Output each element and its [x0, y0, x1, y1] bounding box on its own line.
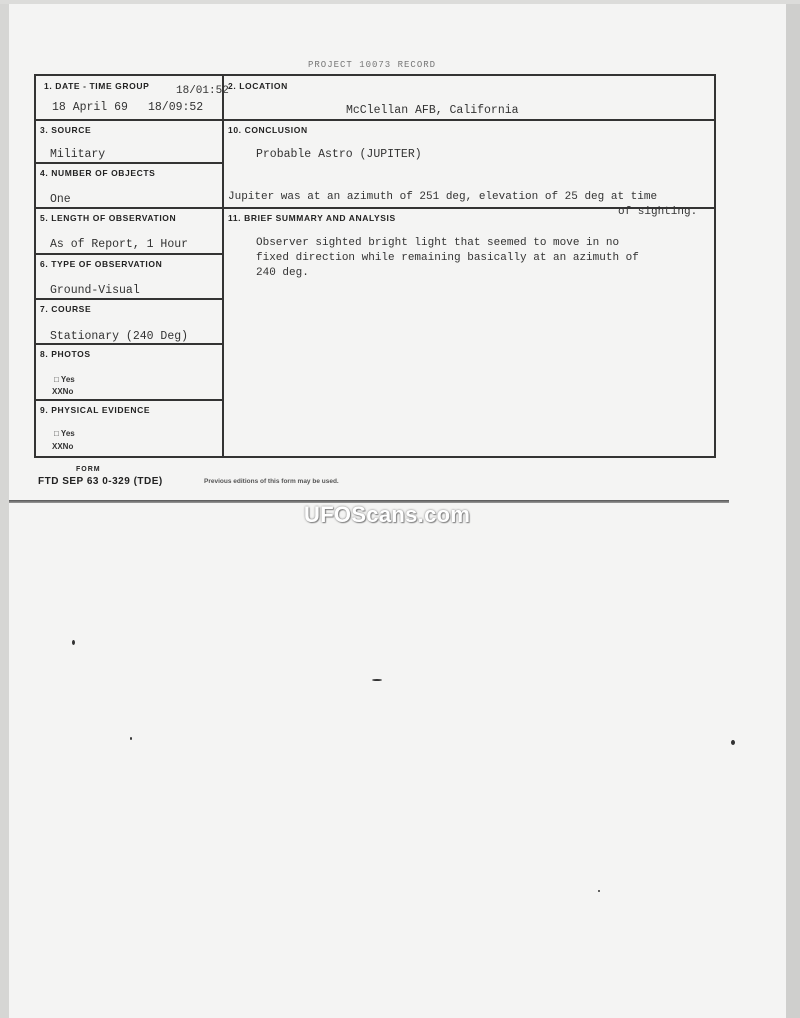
record-form: [34, 74, 716, 458]
row-divider: [36, 298, 222, 300]
source-label: 3. SOURCE: [40, 125, 92, 135]
form-label: FORM: [76, 466, 101, 473]
scan-speck: [598, 890, 600, 892]
location-label: 2. LOCATION: [228, 81, 288, 91]
course-label: 7. COURSE: [40, 304, 92, 314]
summary-label: 11. BRIEF SUMMARY AND ANALYSIS: [228, 213, 396, 223]
scan-speck: [130, 737, 132, 740]
conclusion-note: of sighting.: [618, 206, 698, 218]
type-of-observation-value: Ground-Visual: [50, 284, 140, 297]
row-divider: [36, 343, 222, 345]
row-divider: [36, 162, 222, 164]
column-divider: [222, 76, 224, 456]
photos-yes-checkbox: □ Yes: [54, 375, 75, 384]
row-divider: [36, 207, 714, 209]
physical-evidence-label: 9. PHYSICAL EVIDENCE: [40, 405, 151, 415]
row-divider: [36, 253, 222, 255]
row-divider: [36, 119, 714, 121]
page-edge: [786, 0, 800, 1018]
photos-label: 8. PHOTOS: [40, 349, 91, 359]
page-edge: [0, 0, 800, 4]
evidence-no-checkbox: XXNo: [52, 442, 74, 451]
form-id: FTD SEP 63 0-329 (TDE): [38, 476, 163, 487]
evidence-yes-checkbox: □ Yes: [54, 429, 75, 438]
time-group-value: 18/01:52: [176, 85, 229, 97]
scan-speck: [372, 679, 382, 681]
conclusion-note: Jupiter was at an azimuth of 251 deg, elevation of 25 deg at time: [228, 191, 658, 203]
row-divider: [36, 399, 222, 401]
scan-speck: [72, 640, 75, 645]
conclusion-value: Probable Astro (JUPITER): [256, 148, 422, 161]
number-of-objects-value: One: [50, 193, 71, 206]
length-of-observation-value: As of Report, 1 Hour: [50, 238, 189, 251]
summary-line: Observer sighted bright light that seemed to move in no: [256, 237, 620, 249]
date-value: 18 April 69: [52, 101, 128, 114]
summary-line: 240 deg.: [256, 267, 309, 279]
record-title: PROJECT 10073 RECORD: [308, 60, 437, 70]
time-group-value: 18/09:52: [148, 101, 204, 114]
length-of-observation-label: 5. LENGTH OF OBSERVATION: [40, 213, 177, 223]
course-value: Stationary (240 Deg): [50, 330, 189, 343]
type-of-observation-label: 6. TYPE OF OBSERVATION: [40, 259, 163, 269]
page-edge: [0, 0, 9, 1018]
photos-no-checkbox: XXNo: [52, 387, 74, 396]
watermark: UFOScans.com: [304, 502, 471, 527]
scan-speck: [731, 740, 735, 745]
source-value: Military: [50, 148, 106, 161]
conclusion-label: 10. CONCLUSION: [228, 125, 308, 135]
form-note: Previous editions of this form may be used.: [204, 478, 339, 485]
number-of-objects-label: 4. NUMBER OF OBJECTS: [40, 168, 156, 178]
location-value: McClellan AFB, California: [346, 104, 519, 117]
summary-line: fixed direction while remaining basically at an azimuth of: [256, 252, 639, 264]
date-time-label: 1. DATE - TIME GROUP: [44, 81, 150, 91]
